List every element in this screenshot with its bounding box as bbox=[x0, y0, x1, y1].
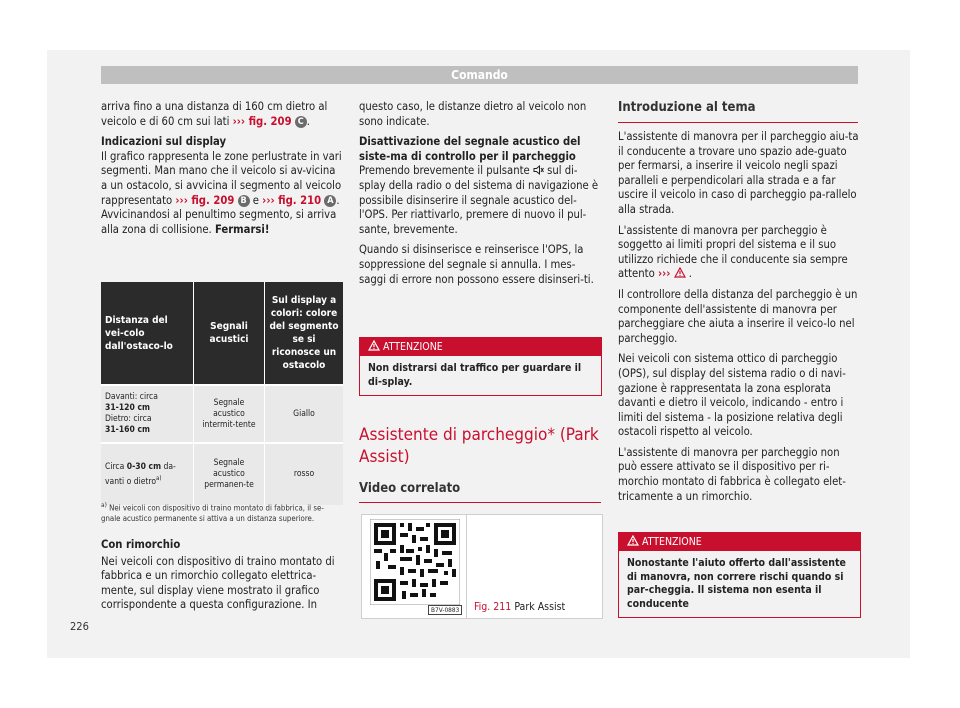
paragraph: Il controllore della distanza del parcheggio è un componente dell'assistente di manovra per parcheggiare che aiuta a inserire il veico-lo nel parcheggio. bbox=[618, 287, 858, 345]
column-3 bbox=[618, 130, 860, 510]
warning-triangle-icon bbox=[627, 536, 642, 548]
table-header: Segnali acustici bbox=[194, 282, 265, 385]
table-cell: Giallo bbox=[265, 385, 344, 443]
paragraph: L'assistente di manovra per parcheggio è soggetto ai limiti propri del sistema e il suo utilizzo richiede che il conducente sia sempre attento ››› . bbox=[618, 223, 848, 281]
intro-title: Introduzione al tema bbox=[618, 100, 858, 123]
table-row bbox=[101, 385, 343, 443]
table-cell: Segnale acustico intermit-tente bbox=[194, 385, 265, 443]
subsection-title: Video correlato bbox=[359, 481, 601, 503]
figure-link[interactable]: ››› fig. 210 bbox=[262, 193, 322, 207]
heading-display: Indicazioni sul display bbox=[101, 135, 227, 149]
table-footnote: $^{a)}$ Nei veicoli con dispositivo di traino montato di fabbrica, il se-gnale acustico permanente si attiva a un distanza superiore. bbox=[101, 501, 324, 523]
column-1-bottom bbox=[101, 538, 343, 619]
warning-link[interactable]: ››› bbox=[657, 267, 671, 281]
section-title: Assistente di parcheggio* (Park Assist) bbox=[359, 425, 599, 467]
callout-badge: A bbox=[324, 195, 336, 207]
table-cell: rosso bbox=[265, 443, 344, 505]
paragraph: questo caso, le distanze dietro al veicolo non sono indicate. bbox=[359, 100, 587, 128]
warning-triangle-icon bbox=[368, 341, 383, 353]
warning-triangle-icon bbox=[674, 267, 689, 280]
figure-link[interactable]: ››› fig. 209 bbox=[232, 114, 292, 128]
figure-link[interactable]: ››› fig. 209 bbox=[175, 193, 235, 207]
warning-box bbox=[359, 337, 602, 396]
table-cell: Segnale acustico permanen-te bbox=[194, 443, 265, 505]
paragraph: Quando si disinserisce e reinserisce l'OPS, la soppressione del segnale si annulla. I mes-saggi di errore non possono essere disinseri-ti. bbox=[359, 243, 594, 286]
table-header: Distanza del vei-colo dall'ostaco-lo bbox=[101, 282, 194, 385]
qr-code-icon[interactable] bbox=[370, 519, 460, 605]
warning-header: ATTENZIONE bbox=[619, 533, 860, 551]
figure-divider bbox=[466, 515, 467, 618]
table-row bbox=[101, 443, 343, 505]
column-2 bbox=[359, 100, 601, 293]
paragraph: Nei veicoli con sistema ottico di parcheggio (OPS), sul display del sistema radio o di navi-gazione è rappresentata la zona esplorata davanti e dietro il veicolo, indicando - entro i limiti del sistema - la posizione relativa degli ostacoli rispetto al veicolo. bbox=[618, 352, 846, 439]
figure-caption: Fig. 211 Park Assist bbox=[474, 601, 566, 613]
warning-body: Nonostante l'aiuto offerto dall'assistente di manovra, non correre rischi quando si par-cheggia. Il sistema non esenta il conducente bbox=[619, 551, 860, 617]
distance-table bbox=[101, 282, 343, 505]
figure-park-assist bbox=[361, 514, 603, 619]
table-header: Sul display a colori: colore del segmento se si riconosce un ostacolo bbox=[265, 282, 344, 385]
warning-body: Non distrarsi dal traffico per guardare il di-splay. bbox=[360, 356, 601, 395]
figure-code: B7V-0883 bbox=[428, 605, 462, 615]
table-cell: Circa 0-30 cm da-vanti o dietro$^{a)}$ bbox=[101, 443, 194, 505]
table-header-row bbox=[101, 282, 343, 385]
heading-trailer: Con rimorchio bbox=[101, 538, 181, 551]
column-1 bbox=[101, 100, 343, 243]
chapter-header: Comando bbox=[101, 66, 858, 84]
warning-box bbox=[618, 532, 861, 618]
table-cell: Davanti: circa 31-120 cm Dietro: circa 31-160 cm bbox=[101, 385, 194, 443]
mute-button-icon bbox=[533, 164, 547, 177]
paragraph: Nei veicoli con dispositivo di traino montato di fabbrica e un rimorchio collegato elettrica-mente, sul display viene mostrato il grafico corrispondente a questa configurazione. In bbox=[101, 554, 335, 612]
callout-badge: B bbox=[238, 195, 250, 207]
heading-deactivation: Disattivazione del segnale acustico del siste-ma di controllo per il parcheggio bbox=[359, 135, 581, 163]
paragraph: L'assistente di manovra per il parcheggio aiu-ta il conducente a trovare uno spazio ade-guato per fermarsi, a inserire il veicolo negli spazi paralleli e perpendicolari alla strada e a far uscire il veicolo in caso di parcheggio pa-rallelo alla strada. bbox=[618, 130, 859, 216]
page-number: 226 bbox=[70, 620, 89, 633]
paragraph: arriva fino a una distanza di 160 cm dietro al veicolo e di 60 cm sui lati ››› fig. 209 C . bbox=[101, 100, 328, 128]
warning-header: ATTENZIONE bbox=[360, 338, 601, 356]
paragraph: Premendo brevemente il pulsante sul di-splay della radio o del sistema di navigazione è possibile disinserire il segnale acustico del-l'OPS. Per riattivarlo, premere di nuovo il pul-sante, brevemente. bbox=[359, 164, 599, 236]
paragraph: L'assistente di manovra per parcheggio non può essere attivato se il dispositivo per ri-morchio montato di fabbrica è collegato elet-tricamente a un rimorchio. bbox=[618, 445, 846, 503]
paragraph: Il grafico rappresenta le zone perlustrate in vari segmenti. Man mano che il veicolo si av-vicina a un ostacolo, si avvicina il segmento al veicolo rappresentato ››› fig. 209 B e ››› fig. 210 A . Avvicinandosi al penultimo segmento, si arriva alla zona di collisione. Fermarsi! bbox=[101, 149, 342, 236]
callout-badge: C bbox=[295, 116, 307, 128]
